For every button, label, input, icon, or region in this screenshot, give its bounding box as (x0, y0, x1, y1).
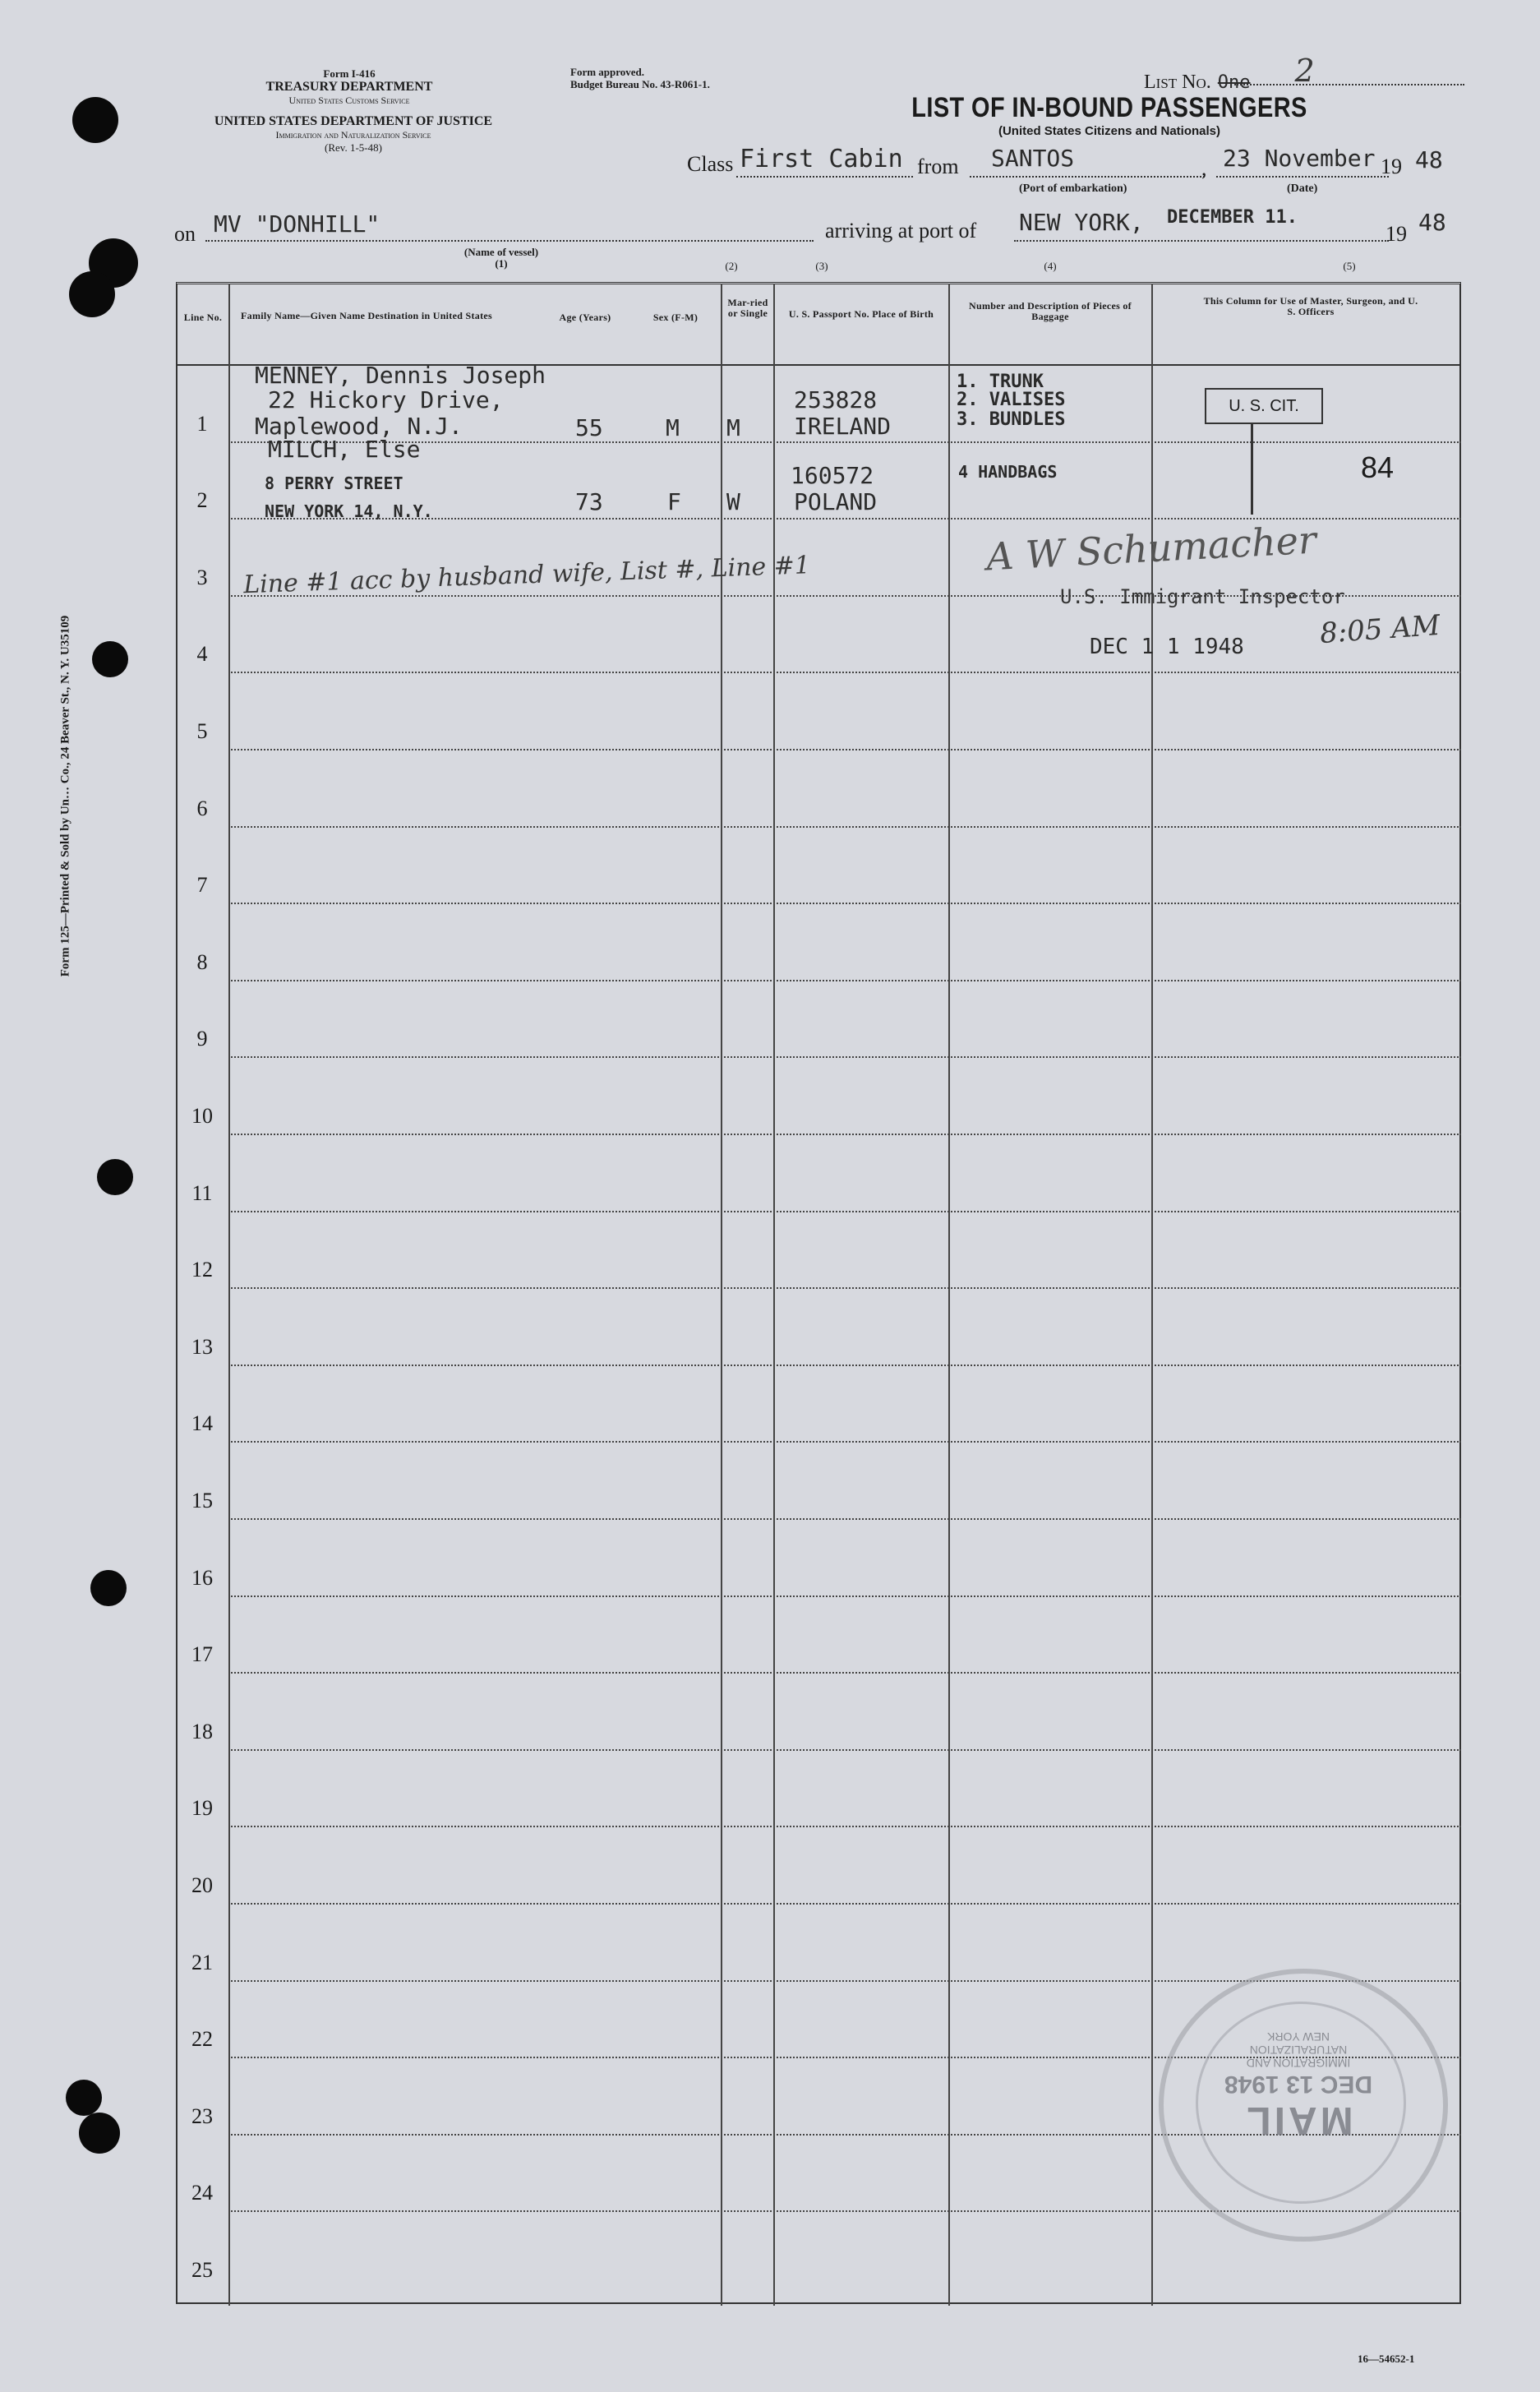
p2-address-1: 8 PERRY STREET (265, 473, 403, 493)
row-number: 23 (191, 2104, 213, 2128)
col-header-married: Mar-ried or Single (727, 297, 768, 319)
us-citizen-stamp: U. S. CIT. (1205, 388, 1323, 424)
departure-date: 23 November (1223, 145, 1376, 172)
row-number: 4 (196, 642, 208, 666)
port-embark-label: (Port of embarkation) (1019, 182, 1127, 195)
row-divider (228, 1287, 1461, 1289)
row-divider (228, 1441, 1461, 1443)
col-divider (228, 284, 230, 2306)
row-divider (228, 1134, 1461, 1135)
date-label: (Date) (1287, 182, 1318, 195)
col-num-5: (5) (1343, 260, 1356, 272)
vessel-col-num: (1) (495, 257, 508, 270)
row-number: 21 (191, 1951, 213, 1974)
p1-sex: M (666, 414, 680, 441)
list-no-label: List No. (1144, 72, 1211, 93)
form-revision: (Rev. 1-5-48) (325, 141, 382, 154)
printer-side-text: Form 125—Printed & Sold by Un… Co., 24 Beaver St., N. Y. U35109 (58, 615, 72, 977)
vessel-label-block (444, 247, 559, 270)
binder-hole (79, 2113, 120, 2154)
row-number: 9 (196, 1027, 208, 1051)
row-number: 6 (196, 797, 208, 820)
year-prefix: 19 (1381, 155, 1402, 178)
budget-bureau: Budget Bureau No. 43-R061-1. (570, 78, 710, 90)
binder-hole (90, 1570, 127, 1606)
row-number: 24 (191, 2181, 213, 2205)
row-number: 11 (191, 1181, 213, 1205)
arriving-label: arriving at port of (825, 219, 977, 242)
footer-code: 16—54652-1 (1358, 2353, 1415, 2365)
p2-name: MILCH, Else (268, 436, 421, 463)
col-num-2: (2) (725, 260, 738, 272)
p2-sex: F (667, 488, 681, 515)
vessel-name: MV "DONHILL" (214, 210, 380, 238)
title-block (822, 92, 1397, 138)
row-number: 17 (191, 1642, 213, 1666)
binder-hole (92, 641, 128, 677)
on-label: on (174, 222, 196, 246)
row-divider (228, 1595, 1461, 1597)
mail-stamp-agency: IMMIGRATION AND NATURALIZATION (1246, 2043, 1351, 2070)
row-number: 3 (196, 566, 208, 589)
col-header-line: Line No. (183, 312, 223, 323)
binder-hole (69, 271, 115, 317)
inspector-title: U.S. Immigrant Inspector (1060, 585, 1345, 608)
list-number-field (1144, 53, 1464, 93)
mail-stamp-date: DEC 13 1948 (1224, 2071, 1373, 2098)
row-number: 22 (191, 2027, 213, 2051)
row-divider (228, 749, 1461, 750)
row-divider (228, 672, 1461, 673)
row-number: 5 (196, 719, 208, 743)
row-divider (228, 903, 1461, 904)
row-number: 19 (191, 1796, 213, 1820)
arrival-port: NEW YORK, (1019, 209, 1144, 236)
col-header-name: Family Name—Given Name Destination in United States (241, 310, 492, 321)
form-number: Form I-416 (323, 67, 376, 80)
row-number: 10 (191, 1104, 213, 1128)
form-approved: Form approved. (570, 66, 645, 78)
row-divider (228, 1365, 1461, 1366)
col-header-age: Age (Years) (559, 312, 611, 323)
page-title: LIST OF IN-BOUND PASSENGERS (911, 92, 1307, 123)
col-divider (721, 284, 722, 2306)
p1-age: 55 (575, 414, 603, 441)
mail-stamp-city: NEW YORK (1267, 2030, 1330, 2043)
row-divider (228, 1903, 1461, 1905)
form-header-justice (164, 115, 542, 155)
col-divider (773, 284, 775, 2306)
col-header-passport: U. S. Passport No. Place of Birth (788, 308, 934, 320)
row-number: 12 (191, 1258, 213, 1281)
list-no-struck: One (1217, 72, 1251, 93)
form-approval (570, 66, 710, 90)
row-number: 25 (191, 2258, 213, 2282)
p2-age: 73 (575, 488, 603, 515)
arrival-date: DECEMBER 11. (1167, 207, 1298, 228)
p1-marital: M (726, 414, 740, 441)
p1-address-1: 22 Hickory Drive, (268, 386, 504, 413)
class-label: Class (687, 152, 734, 176)
p2-birthplace: POLAND (794, 488, 878, 515)
row-divider (228, 826, 1461, 828)
row-divider (228, 1749, 1461, 1751)
row-divider (228, 1672, 1461, 1674)
row-number: 15 (191, 1489, 213, 1512)
row-divider (228, 1518, 1461, 1520)
form-header-left (210, 67, 489, 107)
dept-justice-sub: Immigration and Naturalization Service (275, 129, 431, 141)
row-number: 8 (196, 950, 208, 974)
row-number: 13 (191, 1335, 213, 1359)
p1-address-2: Maplewood, N.J. (255, 413, 463, 440)
dept-treasury: TREASURY DEPARTMENT (265, 80, 433, 94)
from-value: SANTOS (991, 145, 1075, 172)
p1-passport: 253828 (794, 386, 878, 413)
binder-hole (66, 2080, 102, 2116)
p1-birthplace: IRELAND (794, 413, 892, 440)
row-number: 20 (191, 1873, 213, 1897)
row-divider (228, 1211, 1461, 1212)
row-divider (228, 980, 1461, 981)
arrival-year-prefix: 19 (1386, 222, 1407, 246)
col-header-officers: This Column for Use of Master, Surgeon, and U. S. Officers (1203, 295, 1418, 317)
inspection-date: DEC 1 1 1948 (1090, 635, 1244, 659)
col-divider (948, 284, 950, 2306)
mail-stamp-text (1200, 2030, 1397, 2143)
vessel-label: (Name of vessel) (463, 246, 539, 258)
dept-treasury-sub: United States Customs Service (288, 95, 410, 106)
binder-hole (97, 1159, 133, 1195)
row-divider (228, 1826, 1461, 1827)
class-value: First Cabin (740, 145, 903, 173)
from-label: from (917, 155, 959, 178)
col-num-3: (3) (815, 260, 828, 272)
p2-address-2: NEW YORK 14, N.Y. (265, 501, 433, 521)
list-no-value: 2 (1294, 53, 1315, 89)
row-number: 18 (191, 1720, 213, 1743)
row-number: 2 (196, 488, 208, 512)
line3-annotation: Line #1 acc by husband wife, List #, Line #1 (242, 551, 811, 600)
p1-baggage-2: 2. VALISES (957, 390, 1066, 410)
row-number: 16 (191, 1566, 213, 1590)
p1-name: MENNEY, Dennis Joseph (255, 362, 546, 389)
mail-stamp-word: MAIL (1243, 2099, 1353, 2142)
dept-justice: UNITED STATES DEPARTMENT OF JUSTICE (214, 114, 493, 128)
page-subtitle: (United States Citizens and Nationals) (998, 124, 1221, 138)
p2-baggage-1: 4 HANDBAGS (958, 462, 1058, 482)
stamp-stem (1251, 423, 1253, 515)
p1-baggage-3: 3. BUNDLES (957, 409, 1066, 430)
inspection-time: 8:05 AM (1318, 608, 1441, 651)
p1-baggage-1: 1. TRUNK (957, 372, 1044, 392)
row-number: 7 (196, 873, 208, 897)
p2-marital: W (726, 488, 740, 515)
row-divider (228, 1056, 1461, 1058)
binder-hole (72, 97, 118, 143)
inspector-signature: A W Schumacher (984, 517, 1318, 580)
col-num-4: (4) (1044, 260, 1057, 272)
p2-officer-note: 84 (1361, 450, 1395, 484)
year-value: 48 (1415, 146, 1443, 173)
arrival-year: 48 (1418, 209, 1446, 236)
p2-passport: 160572 (791, 462, 874, 489)
row-number: 14 (191, 1411, 213, 1435)
row-number: 1 (196, 412, 208, 436)
col-header-sex: Sex (F-M) (652, 312, 699, 323)
col-header-baggage: Number and Description of Pieces of Baggage (969, 300, 1132, 322)
